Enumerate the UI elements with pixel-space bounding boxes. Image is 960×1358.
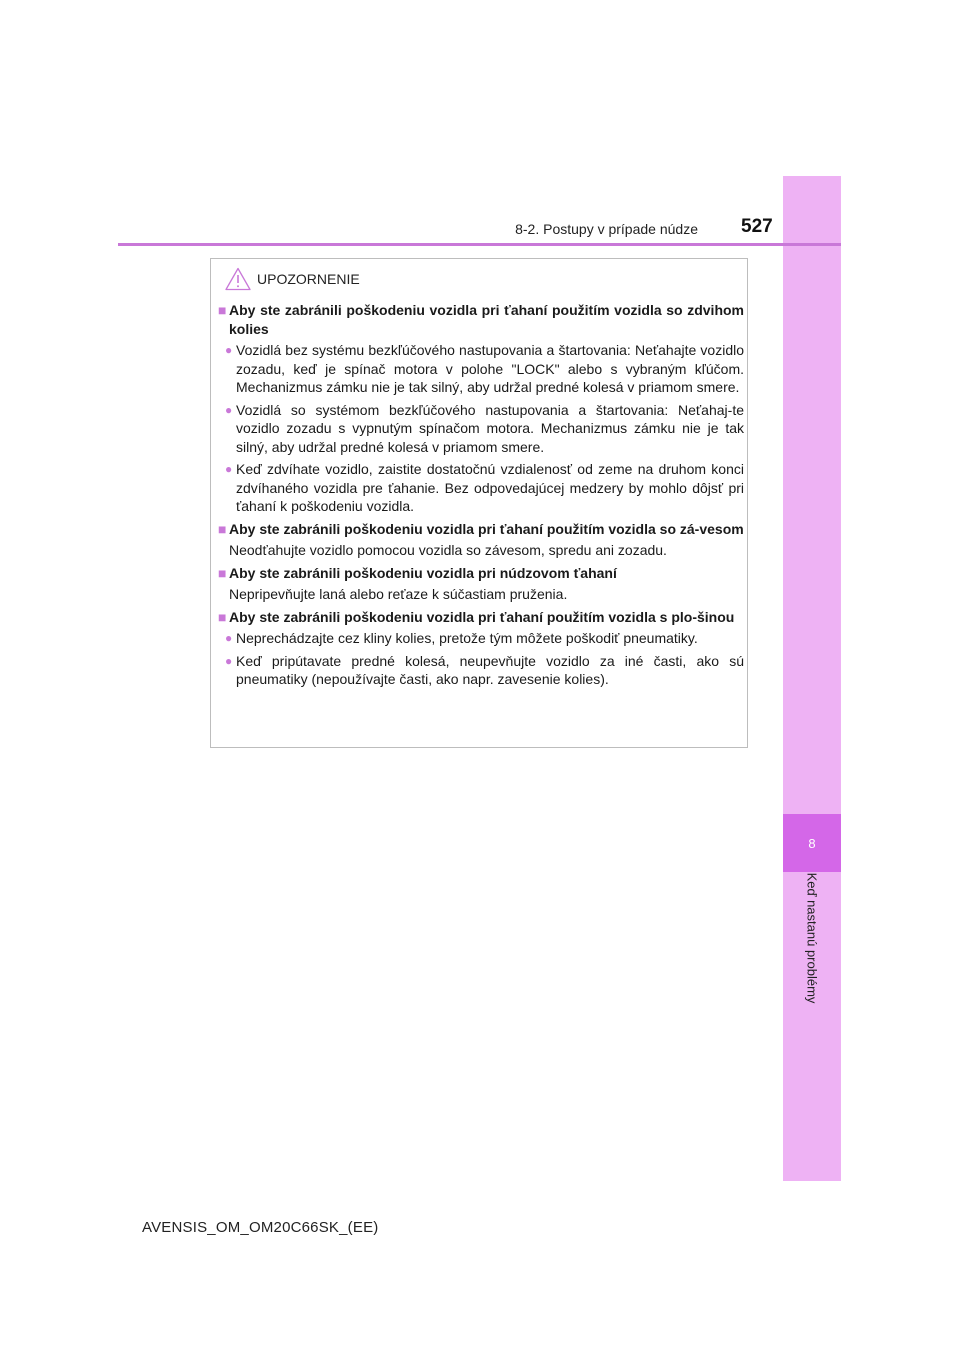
plain-paragraph: Neodťahujte vozidlo pomocou vozidla so závesom, spredu ani zozadu. [229, 542, 667, 558]
bullet-item: ● Keď zdvíhate vozidlo, zaistite dostatočnú vzdialenosť od zeme na druhom konci zdvíhaného vozidla pre ťahanie. Bez odpovedajúcej medzery by mohlo dôjsť pri ťahaní k poškodeniu vozidla. [225, 461, 744, 514]
warning-triangle-icon [225, 267, 251, 291]
heading-item: ■ Aby ste zabránili poškodeniu vozidla pri ťahaní použitím vozidla so zá-vesom [218, 520, 744, 537]
heading-item: ■ Aby ste zabránili poškodeniu vozidla pri núdzovom ťahaní [218, 564, 617, 581]
chapter-title: Keď nastanú problémy [804, 872, 820, 1004]
circle-bullet-icon: ● [225, 402, 233, 417]
bullet-item: ● Vozidlá bez systému bezkľúčového nastupovania a štartovania: Neťahajte vozidlo zozadu, keď je spínač motora v polohe "LOCK" alebo s vybraným kľúčom. Mechanizmus zámku nie je tak silný, aby udržal predné kolesá v priamom smere. [225, 342, 744, 395]
circle-bullet-icon: ● [225, 462, 233, 476]
circle-bullet-icon: ● [225, 653, 233, 668]
circle-bullet-icon: ● [225, 631, 233, 645]
bullet-item: ● Neprechádzajte cez kliny kolies, pretože tým môžete poškodiť pneumatiky. [225, 630, 698, 646]
plain-paragraph: Nepripevňujte laná alebo reťaze k súčastiam pruženia. [229, 586, 568, 602]
heading-item: ■ Aby ste zabránili poškodeniu vozidla pri ťahaní použitím vozidla s plo-šinou [218, 608, 735, 625]
warning-box [210, 258, 748, 748]
square-bullet-icon: ■ [218, 520, 227, 537]
side-chapter-tab [783, 176, 841, 1181]
chapter-number: 8 [808, 835, 816, 851]
warning-header [225, 267, 360, 291]
page-number: 527 [741, 216, 773, 237]
header-divider [118, 243, 841, 246]
chapter-number-box [783, 814, 841, 872]
section-title: 8-2. Postupy v prípade núdze [515, 221, 698, 237]
square-bullet-icon: ■ [218, 564, 227, 581]
square-bullet-icon: ■ [218, 608, 227, 625]
bullet-item: ● Keď pripútavate predné kolesá, neupevňujte vozidlo za iné časti, ako sú pneumatiky (nepoužívajte časti, ako napr. zavesenie kolies). [225, 652, 744, 687]
square-bullet-icon: ■ [218, 302, 227, 318]
heading-item: ■ Aby ste zabránili poškodeniu vozidla pri ťahaní použitím vozidla so zdvihom kolies [218, 302, 744, 337]
warning-content [218, 301, 744, 693]
footer-document-code: AVENSIS_OM_OM20C66SK_(EE) [142, 1219, 379, 1236]
circle-bullet-icon: ● [225, 343, 233, 357]
bullet-item: ● Vozidlá so systémom bezkľúčového nastupovania a štartovania: Neťahaj-te vozidlo zozadu s vypnutým spínačom motora. Mechanizmus zámku nie je tak silný, aby udržal predné kolesá v priamom smere. [225, 401, 744, 455]
warning-label: UPOZORNENIE [257, 271, 360, 287]
